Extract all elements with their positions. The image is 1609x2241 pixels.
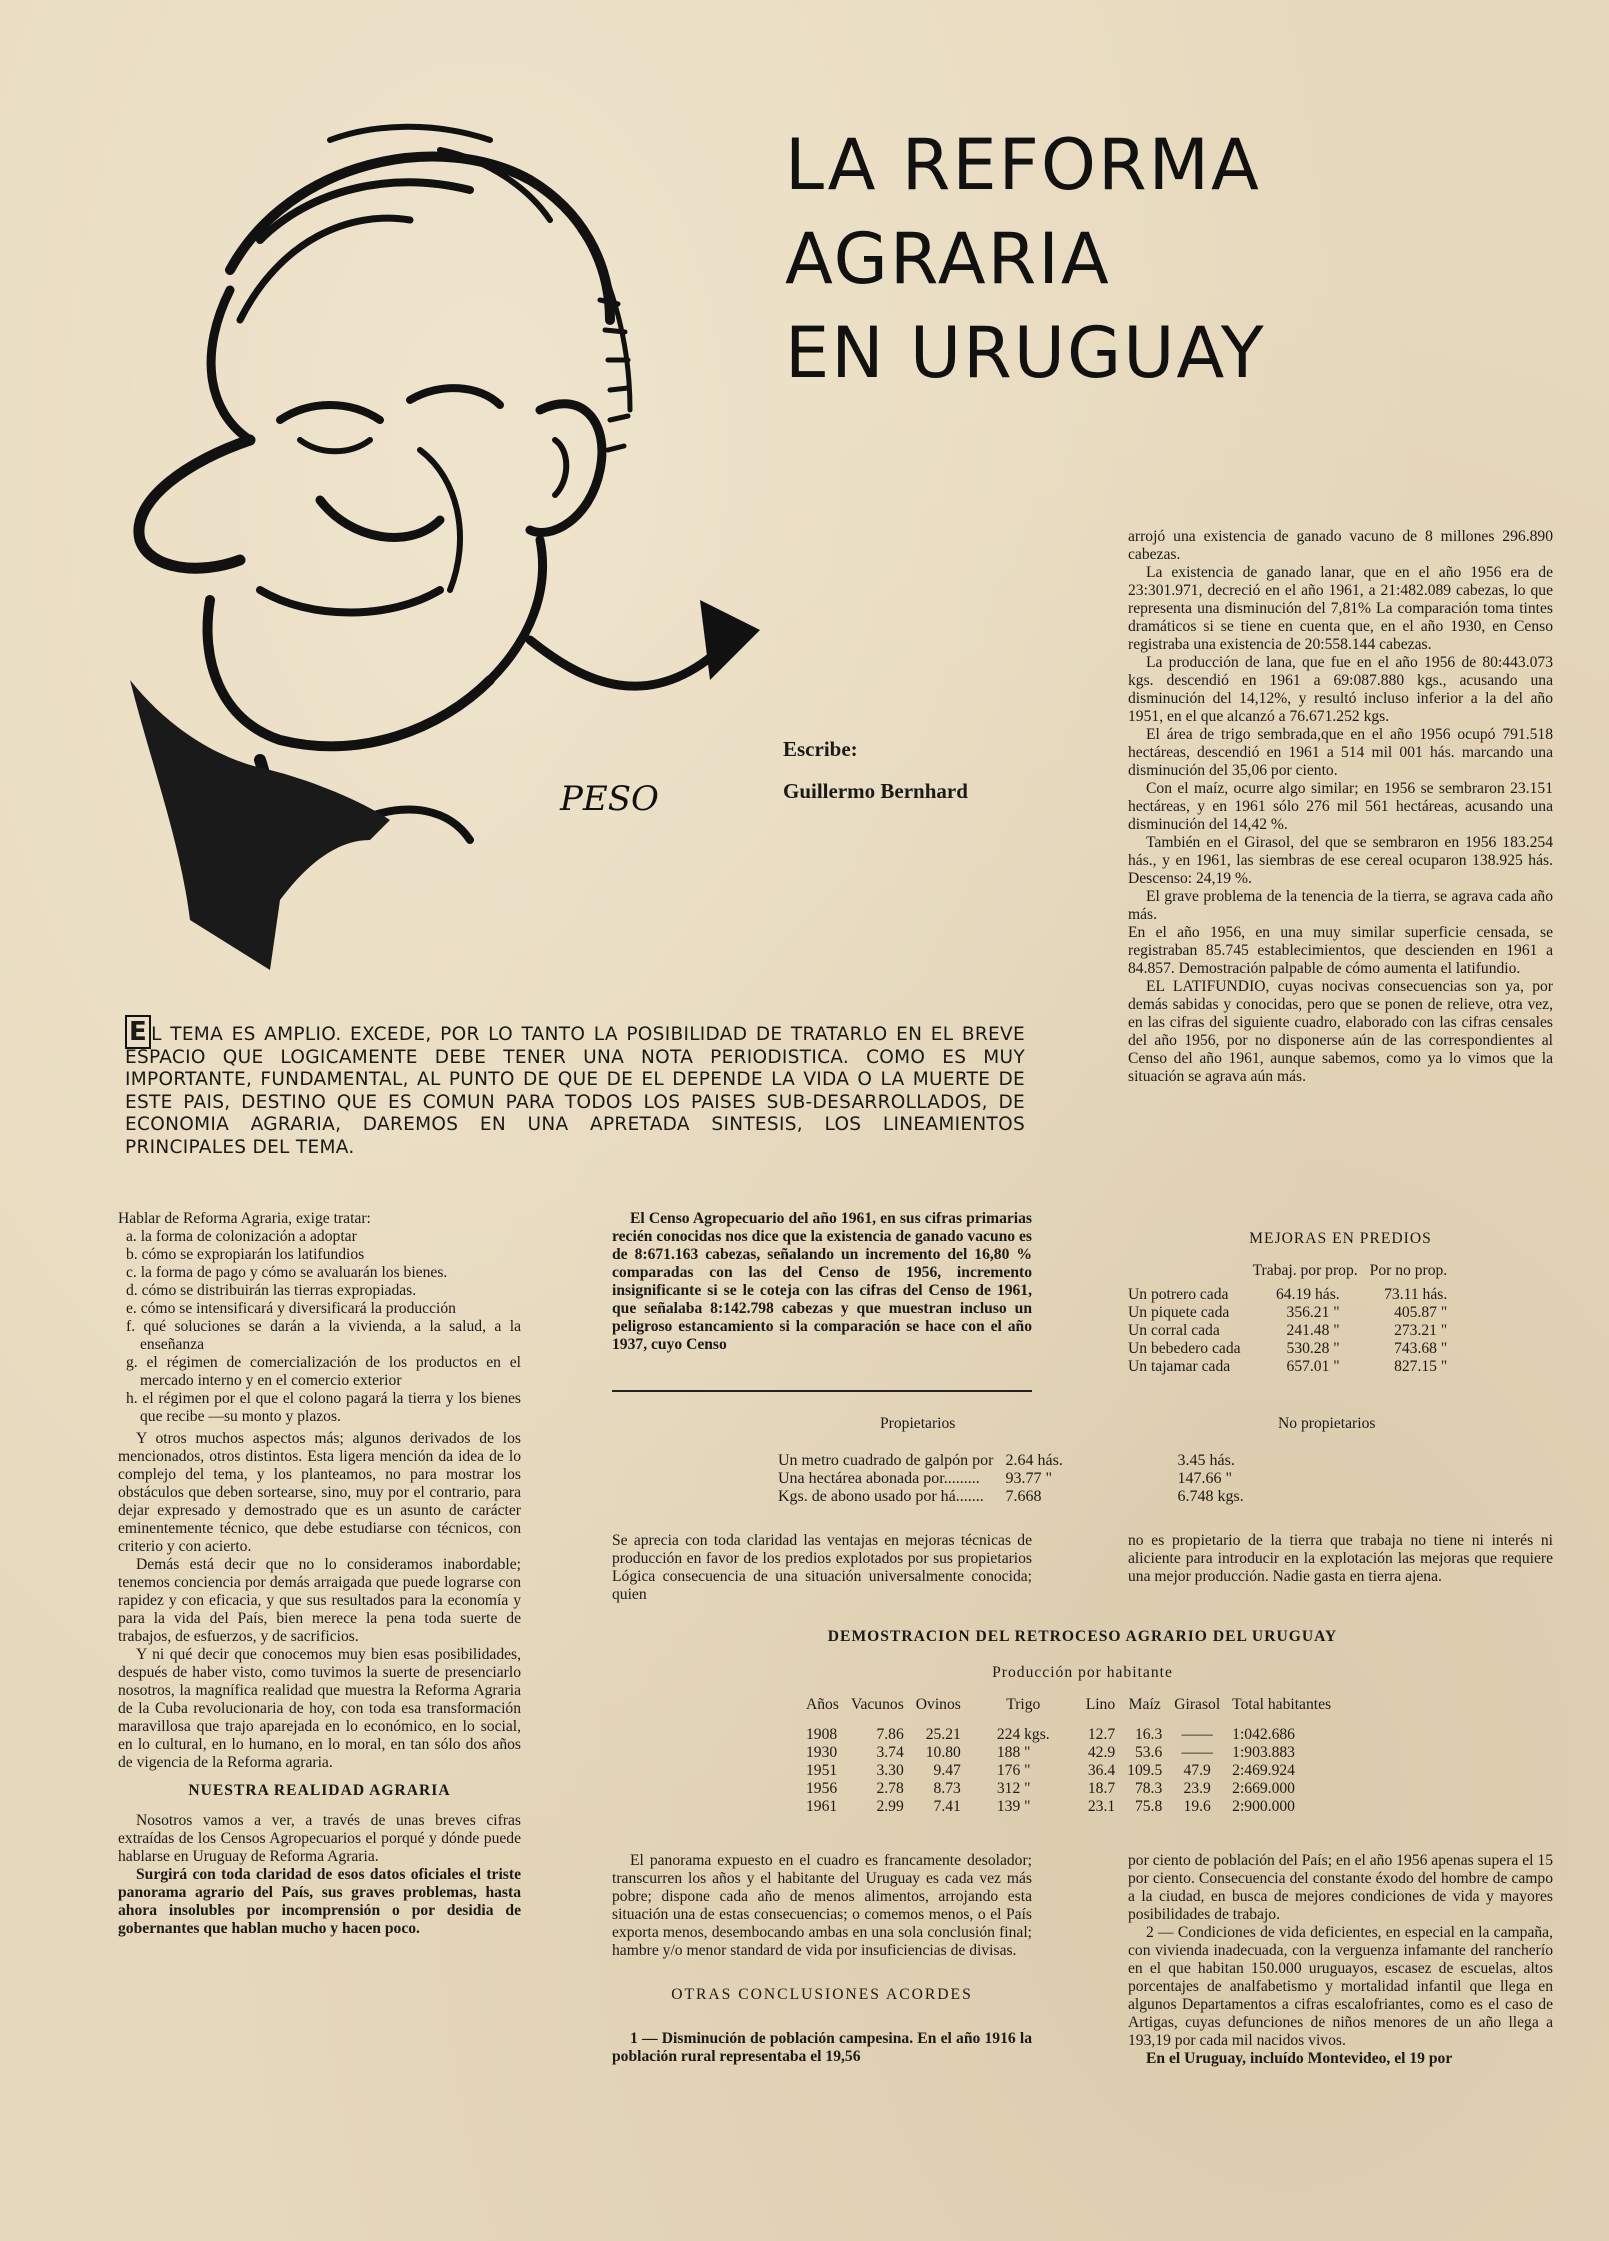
paragraph: En el año 1956, en una muy similar superficie censada, se registraban 85.745 establecimientos, que descienden en 1961 a 84.857. Demostración palpable de cómo aumenta el latifundio. (1128, 924, 1553, 977)
table-cell: 7.668 (1005, 1488, 1042, 1505)
table-row (800, 1780, 1337, 1798)
table-cell: 23.1 (1087, 1798, 1116, 1815)
table-cell: Un bebedero cada (1128, 1340, 1241, 1357)
propietarios-header: Propietarios (880, 1415, 956, 1432)
table-cell: 356.21 " (1286, 1304, 1340, 1321)
paragraph: La producción de lana, que fue en el año 1956 de 80:443.073 kgs. descendió en 1961 a 69:087.880 kgs., acusando una disminución del 14,12%, y resultó incluso inferior a la del año 1951, en el que alcanzó a 76.671.252 kgs. (1128, 654, 1553, 725)
table-cell: 12.7 (1087, 1726, 1116, 1743)
article-title (785, 118, 1405, 400)
table-cell: 23.9 (1183, 1780, 1211, 1797)
paragraph: En el Uruguay, incluído Montevideo, el 19 por (1146, 2050, 1453, 2067)
artist-signature: PESO (560, 779, 659, 819)
lead-text: L TEMA ES AMPLIO. EXCEDE, POR LO TANTO LA POSIBILIDAD DE TRATARLO EN EL BREVE ESPACIO QUE LOGICAMENTE DEBE TENER UNA NOTA PERIODISTICA. COMO ES MUY IMPORTANTE, FUNDAMENTAL, AL PUNTO DE QUE DE EL DEPENDE LA VIDA O LA MUERTE DE ESTE PAIS, DESTINO QUE ES COMUN PARA TODOS LOS PAISES SUB-DESARROLLADOS, DE ECONOMIA AGRARIA, DAREMOS EN UNA APRETADA SINTESIS, LOS LINEAMIENTOS PRINCIPALES DEL TEMA. (125, 1024, 1025, 1158)
table-cell: Un corral cada (1128, 1322, 1220, 1339)
table-cell: 1951 (806, 1762, 838, 1779)
paragraph: Y ni qué decir que conocemos muy bien esas posibilidades, después de haber visto, como tuvimos la suerte de presenciarlo nosotros, la magnífica realidad que muestra la Reforma Agraria de la Cuba revolucionaria de hoy, con toda esa transformación maravillosa que trajo aparejada en lo económico, en lo social, en lo cultural, en lo humano, en lo moral, en tan sólo dos años de vigencia de la Reforma agraria. (118, 1646, 521, 1771)
table-cell: 147.66 " (1177, 1470, 1233, 1487)
table-cell: 93.77 " (1005, 1470, 1053, 1487)
title-line-1: LA REFORMA (785, 124, 1261, 206)
table-cell: 176 " (996, 1762, 1031, 1779)
paragraph: El Censo Agropecuario del año 1961, en sus cifras primarias recién conocidas nos dice que la existencia de ganado vacuno es de 8:671.163 cabezas, señalando un incremento del 16,80 % comparadas con las del Censo de 1956, incremento insignificante si se le coteja con las cifras del Censo de 1961, que señalaba 8:142.798 cabezas y que muestran incluso un peligroso estancamiento si la comparación se hace con el año 1937, cuyo Censo (612, 1210, 1032, 1353)
table-cell: 2:669.000 (1232, 1780, 1295, 1797)
paragraph: La existencia de ganado lanar, que en el año 1956 era de 23:301.971, decreció en el año 1961, a 21:482.089 cabezas, lo que representa una disminución del 7,81% La comparación toma tintes dramáticos si se tiene en cuenta que, en el año 1930, en Censo registraba una existencia de 20:558.144 cabezas. (1128, 564, 1553, 653)
topics-list (118, 1228, 521, 1426)
list-item: f. qué soluciones se darán a la vivienda, a la salud, a la enseñanza (126, 1318, 521, 1353)
paragraph: El área de trigo sembrada,que en el año 1956 ocupó 791.518 hectáreas, descendió en 1961 a 514 mil 001 hás. marcando una disminución del 35,06 por ciento. (1128, 726, 1553, 779)
table-cell: 25.21 (925, 1726, 961, 1743)
byline (783, 728, 968, 812)
paragraph: El panorama expuesto en el cuadro es francamente desolador; transcurren los años y el habitante del Uruguay es cada vez más pobre; dispone cada año de menos alimentos, arrojando esta situación una de estas consecuencias; o comemos menos, o el País exporta menos, desembocando ambas en una sola conclusión final; hambre y/o menor standard de vida por insuficiencias de divisas. (612, 1852, 1032, 1959)
table-cell: 2:900.000 (1232, 1798, 1295, 1815)
table-cell: 743.68 " (1394, 1340, 1448, 1357)
table-header: Trabaj. por prop. (1252, 1262, 1358, 1279)
list-item: h. el régimen por el que el colono pagará la tierra y los bienes que recibe —su monto y plazos. (126, 1390, 521, 1425)
no-propietarios-header: No propietarios (1278, 1415, 1376, 1432)
table-row (772, 1488, 1250, 1506)
table-row (800, 1744, 1337, 1762)
table-cell: 241.48 " (1286, 1322, 1340, 1339)
table-cell: 827.15 " (1394, 1358, 1448, 1375)
bottom-right-column (1128, 1852, 1553, 2068)
table-cell: 19.6 (1183, 1798, 1211, 1815)
table-cell: 2.99 (876, 1798, 904, 1815)
table-header: Total habitantes (1232, 1696, 1332, 1713)
table-cell: 47.9 (1183, 1762, 1211, 1779)
table-cell: 530.28 " (1286, 1340, 1340, 1357)
table-header: Vacunos (850, 1696, 904, 1713)
mejoras-table (1122, 1262, 1453, 1376)
table-cell: Un tajamar cada (1128, 1358, 1231, 1375)
column-1 (118, 1210, 521, 1938)
table-cell: 224 kgs. (996, 1726, 1050, 1743)
demostracion-table (800, 1696, 1337, 1816)
table-cell: 8.73 (933, 1780, 961, 1797)
table-cell: 10.80 (925, 1744, 961, 1761)
table-header: Por no prop. (1369, 1262, 1448, 1279)
table-cell: 3.74 (876, 1744, 904, 1761)
paragraph: También en el Girasol, del que se sembraron en 1956 183.254 hás., y en 1961, las siembras de ese cereal ocuparon 138.925 hás. Descenso: 24,19 %. (1128, 834, 1553, 887)
table-cell: 1908 (806, 1726, 838, 1743)
table-cell: 2:469.924 (1232, 1762, 1295, 1779)
table-header: Años (806, 1696, 839, 1713)
table-header: Trigo (1006, 1696, 1041, 1713)
list-item: e. cómo se intensificará y diversificará la producción (126, 1300, 456, 1317)
table-header: Girasol (1174, 1696, 1221, 1713)
table-cell: Kgs. de abono usado por há....... (778, 1488, 984, 1505)
table-cell: 109.5 (1127, 1762, 1163, 1779)
table-cell: 3.30 (876, 1762, 904, 1779)
table-cell: 78.3 (1134, 1780, 1163, 1797)
section-heading: NUESTRA REALIDAD AGRARIA (188, 1782, 451, 1799)
table-row (772, 1470, 1250, 1488)
byline-author: Guillermo Bernhard (783, 779, 968, 803)
table-cell: 1956 (806, 1780, 838, 1797)
paragraph: arrojó una existencia de ganado vacuno de 8 millones 296.890 cabezas. (1128, 528, 1553, 563)
demostracion-title: DEMOSTRACION DEL RETROCESO AGRARIO DEL URUGUAY (827, 1628, 1338, 1645)
table-row (1122, 1322, 1453, 1340)
table-row (1122, 1358, 1453, 1376)
table-cell: 405.87 " (1394, 1304, 1448, 1321)
table-header: Lino (1085, 1696, 1116, 1713)
list-item: g. el régimen de comercialización de los productos en el mercado interno y en el comercio exterior (126, 1354, 521, 1389)
table-header: Maíz (1128, 1696, 1161, 1713)
mejoras-title: MEJORAS EN PREDIOS (1249, 1230, 1432, 1247)
table-cell: 312 " (996, 1780, 1031, 1797)
paragraph: Demás está decir que no lo consideramos inabordable; tenemos conciencia por demás arraigada que puede lograrse con rapidez y con eficacia, y que sus resultados para la economía y para la vida del País, bien merece la pena toda suerte de trabajos, de esfuerzos, y de sacrificios. (118, 1556, 521, 1645)
list-item: b. cómo se expropiarán los latifundios (126, 1246, 365, 1263)
table-cell: 139 " (996, 1798, 1031, 1815)
mid-text-right (1128, 1532, 1553, 1586)
paragraph: Con el maíz, ocurre algo similar; en 1956 se sembraron 23.151 hectáreas, y en 1961 sólo 276 mil 561 hectáreas, acusando una disminución del 14,42 %. (1128, 780, 1553, 833)
table-cell: 73.11 hás. (1384, 1286, 1448, 1303)
propietarios-table (772, 1452, 1250, 1506)
table-cell: Una hectárea abonada por......... (778, 1470, 980, 1487)
paragraph: Y otros muchos aspectos más; algunos derivados de los mencionados, otros distintos. Esta ligera mención da idea de lo complejo del tema, y los planteamos, no para mostrar los obstáculos que deben sortearse, sino, muy por el contrario, para dejar expresado y demostrado que es un asunto de carácter eminentemente técnico, que debe estudiarse con técnicos, con criterio y con acierto. (118, 1430, 521, 1555)
table-cell: 1:042.686 (1232, 1726, 1295, 1743)
caricature-illustration (110, 120, 830, 980)
table-cell: 273.21 " (1394, 1322, 1448, 1339)
table-row (1122, 1340, 1453, 1358)
paragraph: 2 — Condiciones de vida deficientes, en especial en la campaña, con vivienda inadecuada, con la verguenza infamante del rancherío en el que habitan 150.000 uruguayos, escasez de escuelas, altos porcentajes de analfabetismo y mortalidad infantil que llega en algunos Departamentos a cifras escalofriantes, como es el caso de Artigas, cuyas defunciones de niños menores de un año llega a 193,19 por cada mil nacidos vivos. (1128, 1924, 1553, 2049)
table-cell: 42.9 (1087, 1744, 1116, 1761)
paragraph: Surgirá con toda claridad de esos datos oficiales el triste panorama agrario del País, sus graves problemas, hasta ahora insolubles por incomprensión o por desidia de gobernantes que hablan mucho y hacen poco. (118, 1866, 521, 1937)
drop-cap: E (125, 1015, 151, 1049)
list-item: c. la forma de pago y cómo se avaluarán los bienes. (126, 1264, 448, 1281)
table-header (1122, 1262, 1247, 1280)
column-2 (612, 1210, 1032, 1354)
paragraph: EL LATIFUNDIO, cuyas nocivas consecuencias son ya, por demás sabidas y conocidas, pero que se ponen de relieve, otra vez, en las cifras del siguiente cuadro, elaborado con las cifras censales del año 1956, por no disponerse aún de las correspondientes al Censo del año 1961, aunque sabemos, como ya lo vimos que la situación se agrava aún más. (1128, 978, 1553, 1085)
table-cell: —— (1181, 1726, 1213, 1743)
table-cell: —— (1181, 1744, 1213, 1761)
table-cell: 53.6 (1134, 1744, 1163, 1761)
divider (612, 1390, 1032, 1392)
table-cell: Un metro cuadrado de galpón por (778, 1452, 994, 1469)
table-row (800, 1726, 1337, 1744)
table-cell: 6.748 kgs. (1177, 1488, 1244, 1505)
table-row (800, 1762, 1337, 1780)
column-3 (1128, 528, 1553, 1086)
lead-paragraph (125, 1017, 1025, 1160)
table-cell: 75.8 (1134, 1798, 1163, 1815)
paragraph: El grave problema de la tenencia de la tierra, se agrava cada año más. (1128, 888, 1553, 923)
title-line-3: EN URUGUAY (785, 312, 1266, 394)
table-cell: 7.41 (933, 1798, 961, 1815)
table-cell: 7.86 (876, 1726, 904, 1743)
table-cell: 1961 (806, 1798, 838, 1815)
table-header: Ovinos (915, 1696, 961, 1713)
col1-intro: Hablar de Reforma Agraria, exige tratar: (118, 1210, 371, 1227)
title-line-2: AGRARIA (785, 218, 1111, 300)
paragraph: Se aprecia con toda claridad las ventajas en mejoras técnicas de producción en favor de los predios explotados por sus propietarios Lógica consecuencia de una situación universalmente conocida; quien (612, 1532, 1032, 1603)
paragraph: 1 — Disminución de población campesina. En el año 1916 la población rural representaba el 19,56 (612, 2030, 1032, 2065)
table-row (1122, 1286, 1453, 1304)
table-cell: 18.7 (1087, 1780, 1116, 1797)
table-cell: 9.47 (933, 1762, 961, 1779)
paragraph: no es propietario de la tierra que trabaja no tiene ni interés ni aliciente para introducir en la explotación las mejoras que requiere una mejor producción. Nadie gasta en tierra ajena. (1128, 1532, 1553, 1585)
table-cell: 2.64 hás. (1005, 1452, 1063, 1469)
bottom-middle-column (612, 1852, 1032, 2066)
table-cell: Un potrero cada (1128, 1286, 1229, 1303)
list-item: d. cómo se distribuirán las tierras expropiadas. (126, 1282, 417, 1299)
table-cell: 2.78 (876, 1780, 904, 1797)
table-cell: 657.01 " (1286, 1358, 1340, 1375)
table-cell: 188 " (996, 1744, 1031, 1761)
table-cell: 3.45 hás. (1177, 1452, 1235, 1469)
paragraph: por ciento de población del País; en el año 1956 apenas supera el 15 por ciento. Consecuencia del constante éxodo del hombre de campo a la ciudad, en busca de mejores condiciones de vida y mayores posibilidades de trabajo. (1128, 1852, 1553, 1923)
demostracion-subtitle: Producción por habitante (992, 1664, 1173, 1681)
mid-text-left (612, 1532, 1032, 1604)
paragraph: Nosotros vamos a ver, a través de unas breves cifras extraídas de los Censos Agropecuarios el porqué y dónde puede hablarse en Uruguay de Reforma Agraria. (118, 1812, 521, 1865)
table-cell: 64.19 hás. (1276, 1286, 1340, 1303)
list-item: a. la forma de colonización a adoptar (126, 1228, 357, 1245)
table-cell: 1:903.883 (1232, 1744, 1295, 1761)
table-cell: 1930 (806, 1744, 838, 1761)
table-cell: 16.3 (1134, 1726, 1163, 1743)
table-row (1122, 1304, 1453, 1322)
section-heading: OTRAS CONCLUSIONES ACORDES (671, 1986, 973, 2003)
table-cell: Un piquete cada (1128, 1304, 1230, 1321)
byline-label: Escribe: (783, 737, 858, 761)
table-cell: 36.4 (1087, 1762, 1116, 1779)
table-row (800, 1798, 1337, 1816)
table-row (772, 1452, 1250, 1470)
